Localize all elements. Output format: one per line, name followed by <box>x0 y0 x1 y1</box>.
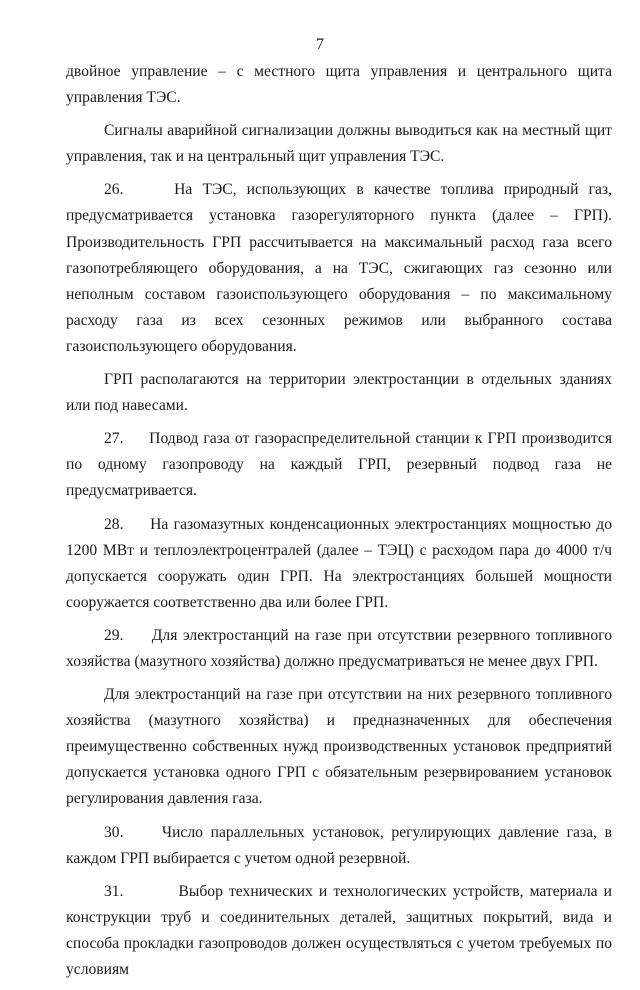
paragraph-item-31: 31. Выбор технических и технологических устройств, материала и конструкции труб и соединительных деталей, защитных покрытий, вида и способа прокладки газопроводов должен осуществляться с учетом требуемых по условиям <box>66 882 612 978</box>
paragraph: ГРП располагаются на территории электростанции в отдельных зданиях или под навесами. <box>66 371 612 415</box>
paragraph: Сигналы аварийной сигнализации должны выводиться как на местный щит управления, так и на центральный щит управления ТЭС. <box>66 122 612 166</box>
paragraph-item-26: 26. На ТЭС, использующих в качестве топлива природный газ, предусматривается установка газорегуляторного пункта (далее – ГРП). Производительность ГРП рассчитывается на максимальный расход газа всего газопотребляющего оборудования, а на ТЭС, сжигающих газ сезонно или неполным составом газоиспользующего оборудования – по максимальному расходу газа из всех сезонных режимов или выбранного состава газоиспользующего оборудования. <box>66 181 612 355</box>
page-number: 7 <box>316 36 324 53</box>
paragraph-item-30: 30. Число параллельных установок, регулирующих давление газа, в каждом ГРП выбирается с учетом одной резервной. <box>66 823 612 867</box>
paragraph-item-27: 27. Подвод газа от газораспределительной станции к ГРП производится по одному газопроводу на каждый ГРП, резервный подвод газа не предусматривается. <box>66 430 612 500</box>
paragraph: двойное управление – с местного щита управления и центрального щита управления ТЭС. <box>66 63 612 107</box>
paragraph-item-28: 28. На газомазутных конденсационных электростанциях мощностью до 1200 МВт и теплоэлектроцентралей (далее – ТЭЦ) с расходом пара до 4000 т/ч допускается сооружать один ГРП. На электростанциях большей мощности сооружается соответственно два или более ГРП. <box>66 515 612 611</box>
paragraph: Для электростанций на газе при отсутствии на них резервного топливного хозяйства (мазутного хозяйства) и предназначенных для обеспечения преимущественно собственных нужд производственных установок предприятий допускается установка одного ГРП с обязательным резервированием установок регулирования давления газа. <box>66 686 612 808</box>
document-body <box>66 59 612 990</box>
paragraph-item-29: 29. Для электростанций на газе при отсутствии резервного топливного хозяйства (мазутного хозяйства) должно предусматриваться не менее двух ГРП. <box>66 626 612 670</box>
